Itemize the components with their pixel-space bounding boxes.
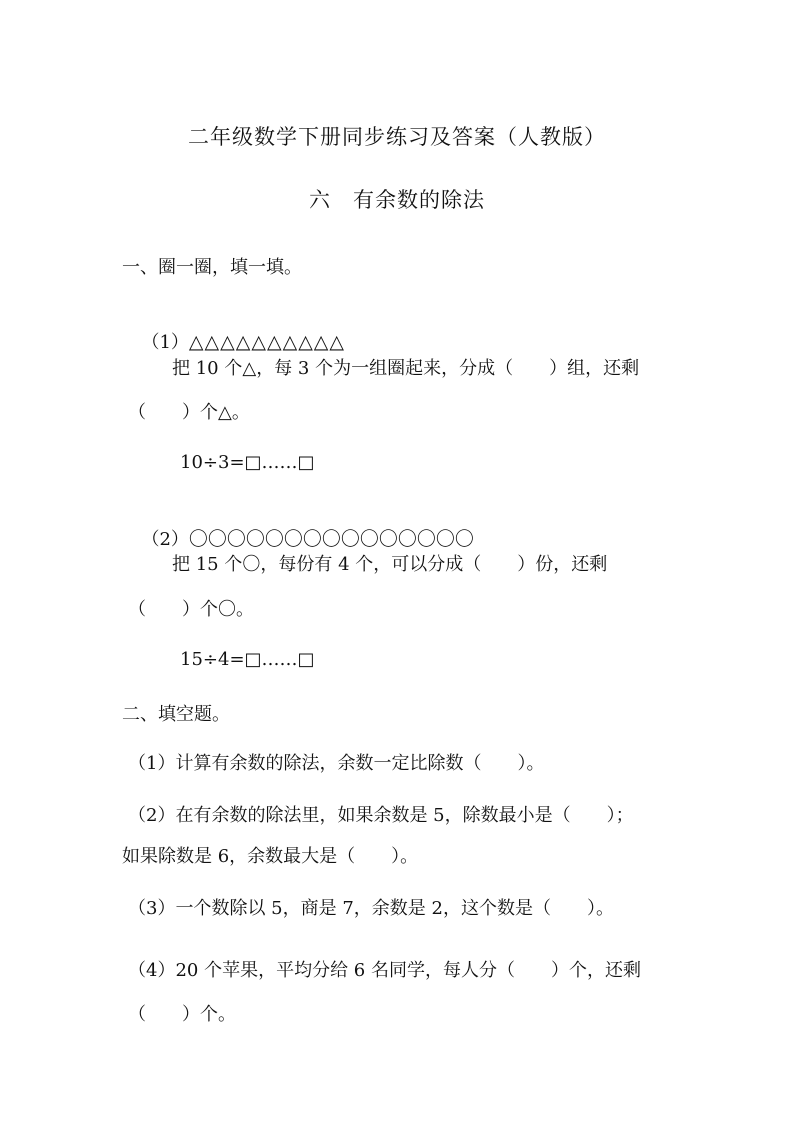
fill-item-4b: （ ）个。	[128, 1004, 236, 1025]
q1-text-line2: （ ）个△。	[128, 402, 250, 423]
triangle-shapes: △△△△△△△△△△	[188, 331, 346, 353]
fill-item-2b: 如果除数是 6，余数最大是（ ）。	[122, 846, 419, 867]
document-title: 二年级数学下册同步练习及答案（人教版）	[188, 125, 606, 149]
q2-equation: 15÷4=□……□	[180, 649, 315, 670]
q1-label: （1）	[141, 332, 189, 353]
fill-item-4a: （4）20 个苹果，平均分给 6 名同学，每人分（ ）个，还剩	[128, 960, 641, 981]
section1-heading: 一、圈一圈，填一填。	[122, 257, 302, 278]
q1-equation: 10÷3=□……□	[180, 452, 315, 473]
q1-text-line1: 把 10 个△，每 3 个为一组圈起来，分成（ ）组，还剩	[172, 358, 640, 379]
fill-item-2a: （2）在有余数的除法里，如果余数是 5，除数最小是（ ）；	[128, 805, 634, 826]
q2-label: （2）	[141, 529, 189, 550]
circle-shapes: 〇〇〇〇〇〇〇〇〇〇〇〇〇〇〇	[188, 528, 474, 550]
q2-row	[130, 500, 474, 553]
unit-title: 六 有余数的除法	[309, 188, 485, 212]
q1-row	[130, 303, 345, 356]
q2-text-line1: 把 15 个〇，每份有 4 个，可以分成（ ）份，还剩	[172, 554, 608, 575]
section2-heading: 二、填空题。	[122, 704, 230, 725]
fill-item-1: （1）计算有余数的除法，余数一定比除数（ ）。	[128, 753, 545, 774]
fill-item-3: （3）一个数除以 5，商是 7，余数是 2，这个数是（ ）。	[128, 898, 614, 919]
q2-text-line2: （ ）个〇。	[128, 599, 254, 620]
